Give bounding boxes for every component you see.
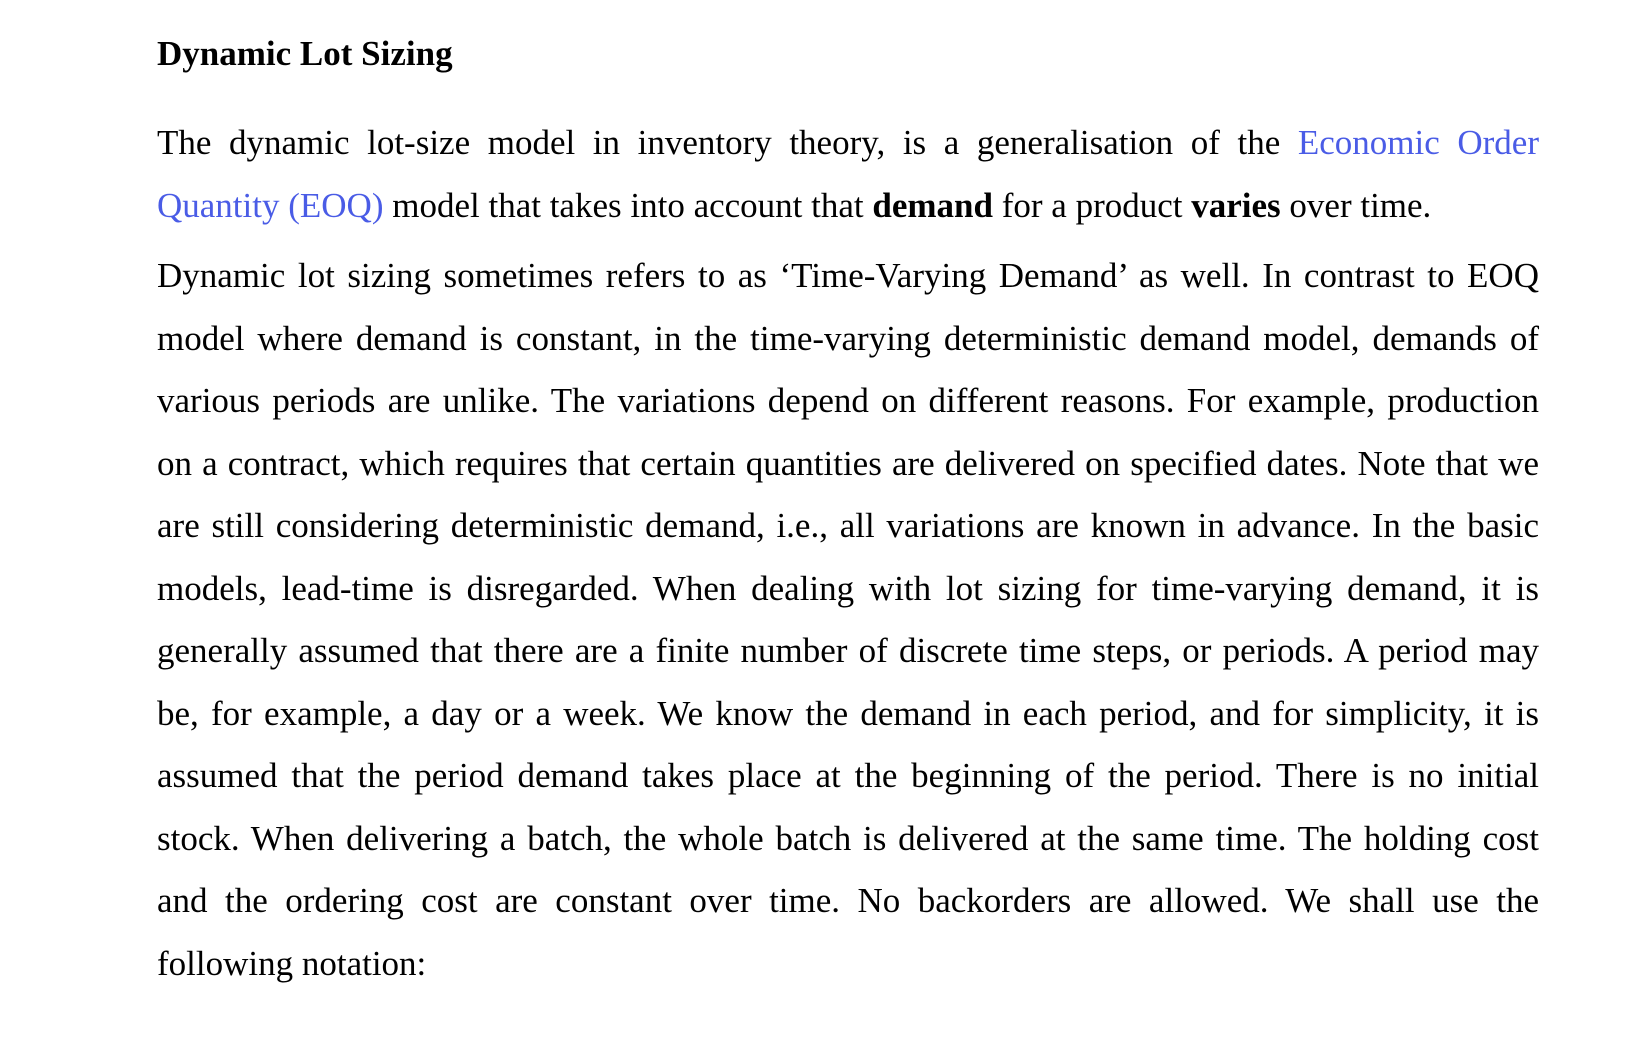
bold-varies: varies xyxy=(1191,185,1281,225)
body-paragraph: Dynamic lot sizing sometimes refers to as ‘Time-Varying Demand’ as well. In contrast to EOQ model where demand is constant, in the time-varying deterministic demand model, demands of various periods are unlike. The variations depend on different reasons. For example, production on a contract, which requires that certain quantities are delivered on specified dates. Note that we are still considering deterministic demand, i.e., all variations are known in advance. In the basic models, lead-time is disregarded. When dealing with lot sizing for time-varying demand, it is generally assumed that there are a finite number of discrete time steps, or periods. A period may be, for example, a day or a week. We know the demand in each period, and for simplicity, it is assumed that the period demand takes place at the beginning of the period. There is no initial stock. When delivering a batch, the whole batch is delivered at the same time. The holding cost and the ordering cost are constant over time. No backorders are allowed. We shall use the following notation: xyxy=(157,256,1539,983)
intro-text-end: over time. xyxy=(1280,185,1432,225)
intro-text-before-link: The dynamic lot-size model in inventory theory, is a generalisation of the xyxy=(157,123,1298,162)
intro-text-middle: for a product xyxy=(992,185,1192,225)
document-page xyxy=(157,28,1539,995)
intro-text-after-link: model that takes into account that xyxy=(383,185,873,225)
intro-paragraph xyxy=(157,112,1539,237)
eoq-link[interactable]: Economic Order Quantity (EOQ) xyxy=(157,123,1539,225)
document-heading: Dynamic Lot Sizing xyxy=(157,34,453,73)
bold-demand: demand xyxy=(872,185,993,225)
